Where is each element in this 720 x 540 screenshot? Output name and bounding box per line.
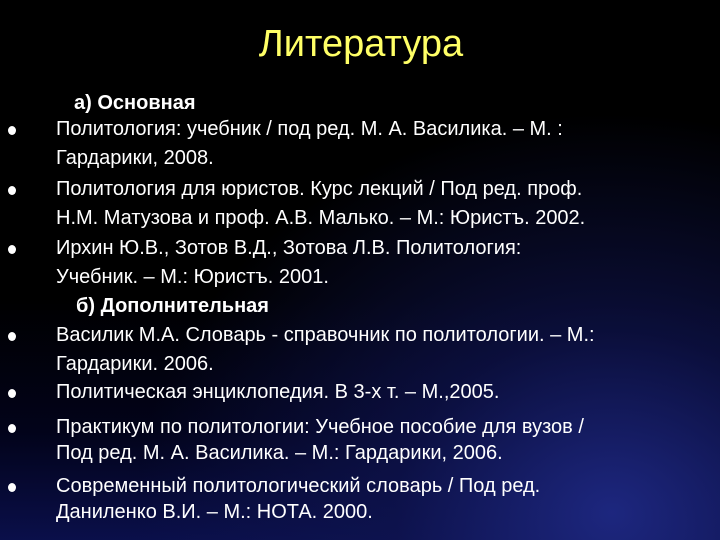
list-item-line: Учебник. – М.: Юристъ. 2001. xyxy=(56,266,329,288)
bullet-icon xyxy=(8,332,16,341)
bullet-icon xyxy=(8,424,16,433)
list-item-line: Современный политологический словарь / Под ред. xyxy=(56,475,541,497)
bullet-icon xyxy=(8,186,16,195)
list-item-line: Гардарики, 2008. xyxy=(56,147,214,169)
section-heading-extra: б) Дополнительная xyxy=(76,295,269,317)
bullet-icon xyxy=(8,389,16,398)
list-item-line: Политическая энциклопедия. В 3-х т. – М.,2005. xyxy=(56,381,500,403)
list-item-line: Ирхин Ю.В., Зотов В.Д., Зотова Л.В. Политология: xyxy=(56,237,522,259)
list-item-line: Политология: учебник / под ред. М. А. Василика. – М. : xyxy=(56,118,563,140)
list-item-line: Под ред. М. А. Василика. – М.: Гардарики, 2006. xyxy=(56,442,503,464)
list-item-line: Практикум по политологии: Учебное пособие для вузов / xyxy=(56,416,584,438)
list-item-line: Даниленко В.И. – М.: НОТА. 2000. xyxy=(56,501,373,523)
list-item-line: Гардарики. 2006. xyxy=(56,353,214,375)
bullet-icon xyxy=(8,245,16,254)
list-item-line: Политология для юристов. Курс лекций / Под ред. проф. xyxy=(56,178,583,200)
section-heading-main: а) Основная xyxy=(74,92,196,114)
bullet-icon xyxy=(8,126,16,135)
slide-title: Литература xyxy=(258,23,464,65)
list-item-line: Н.М. Матузова и проф. А.В. Малько. – М.: Юристъ. 2002. xyxy=(56,207,586,229)
bullet-icon xyxy=(8,483,16,492)
list-item-line: Василик М.А. Словарь - справочник по политологии. – М.: xyxy=(56,324,595,346)
